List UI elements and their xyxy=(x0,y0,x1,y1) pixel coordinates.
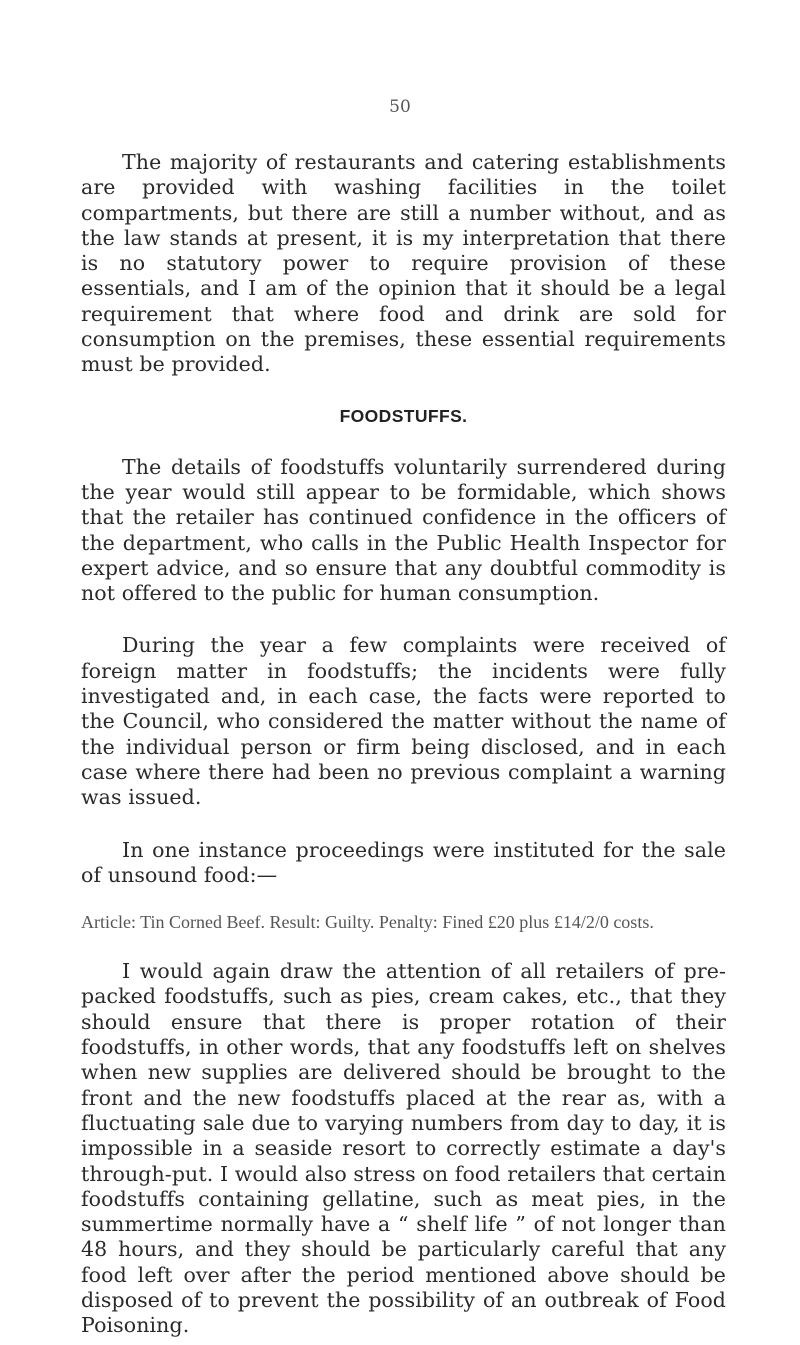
page-number: 50 xyxy=(389,97,411,117)
page-body xyxy=(81,150,726,1339)
paragraph-proceedings: In one instance proceedings were instituted for the sale of unsound food:— xyxy=(81,837,726,887)
paragraph-complaints: During the year a few complaints were received of foreign matter in foodstuffs; the incidents were fully investigated and, in each case, the facts were reported to the Council, who considered the matter without the name of the individual person or firm being disclosed, and in each case where there had been no previous complaint a warning was issued. xyxy=(81,633,726,810)
paragraph-prepacked-foodstuffs: I would again draw the attention of all retailers of pre-packed foodstuffs, such as pies, cream cakes, etc., that they should ensure that there is proper rotation of their foodstuffs, in other words, that any foodstuffs left on shelves when new supplies are delivered should be brought to the front and the new foodstuffs placed at the rear as, with a fluctuating sale due to varying numbers from day to day, it is impossible in a seaside resort to correctly estimate a day's through-put. I would also stress on food retailers that certain foodstuffs containing gellatine, such as meat pies, in the summertime normally have a “ shelf life ” of not longer than 48 hours, and they should be particularly careful that any food left over after the period mentioned above should be disposed of to prevent the possibility of an outbreak of Food Poisoning. xyxy=(81,959,726,1338)
paragraph-washing-facilities: The majority of restaurants and catering establishments are provided with washing facilities in the toilet compartments, but there are still a number without, and as the law stands at present, it is my interpretation that there is no statutory power to require provision of these essentials, and I am of the opinion that it should be a legal requirement that where food and drink are sold for consumption on the premises, these essential requirements must be provided. xyxy=(81,150,726,377)
section-heading-foodstuffs: FOODSTUFFS. xyxy=(339,405,468,426)
article-result-line: Article: Tin Corned Beef. Result: Guilty. Penalty: Fined £20 plus £14/2/0 costs. xyxy=(81,912,654,933)
paragraph-surrendered-foodstuffs: The details of foodstuffs voluntarily surrendered during the year would still appear to be formidable, which shows that the retailer has continued confidence in the officers of the department, who calls in the Public Health Inspector for expert advice, and so ensure that any doubtful commodity is not offered to the public for human consumption. xyxy=(81,454,726,606)
